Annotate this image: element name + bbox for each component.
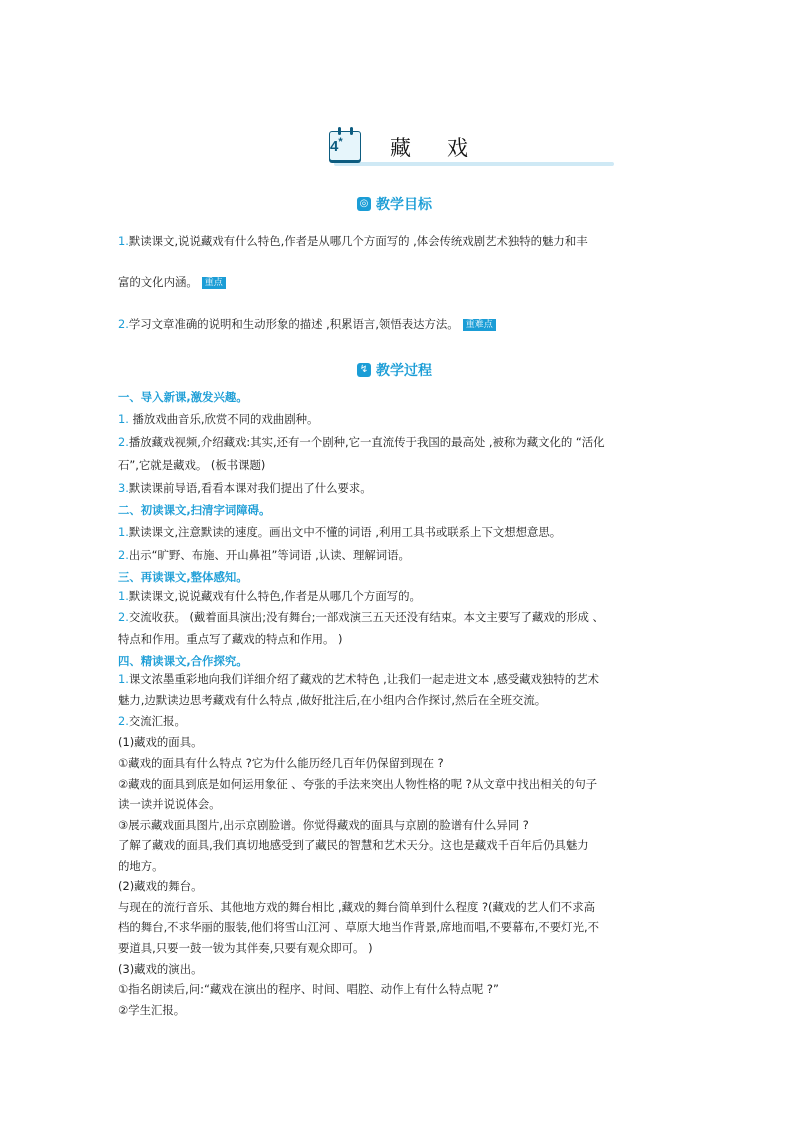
step-4-line-9: 了解了藏戏的面具,我们真切地感受到了藏民的智慧和艺术天分。这也是藏戏千百年后仍具魅力	[118, 838, 589, 852]
step-4-line-10: 的地方。	[118, 859, 164, 873]
title-underline	[334, 162, 614, 166]
goal-1-number: 1.	[118, 234, 129, 248]
step-1-line-1: 1. 播放戏曲音乐,欣赏不同的戏曲剧种。	[118, 412, 319, 426]
step-1-line-3: 石”,它就是藏戏。 (板书课题)	[118, 458, 266, 472]
lesson-title-block	[322, 126, 622, 172]
step-2-line-1: 1.默读课文,注意默读的速度。画出文中不懂的词语 ,利用工具书或联系上下文想想意思。	[118, 525, 562, 539]
goal-item-2: 2.学习文章准确的说明和生动形象的描述 ,积累语言,领悟表达方法。 重难点	[118, 316, 496, 332]
goals-heading-text: 教学目标	[376, 197, 432, 213]
process-heading-text: 教学过程	[376, 363, 432, 379]
step-1-heading: 一、导入新课,激发兴趣。	[118, 390, 248, 404]
step-3-line-3: 特点和作用。重点写了藏戏的特点和作用。 )	[118, 632, 343, 646]
goals-heading	[357, 194, 432, 214]
step-4-line-5: ①藏戏的面具有什么特点 ?它为什么能历经几百年仍保留到现在 ?	[118, 756, 444, 770]
step-4-line-15: (3)藏戏的演出。	[118, 962, 203, 976]
step-4-line-17: ②学生汇报。	[118, 1003, 186, 1017]
step-3-heading: 三、再读课文,整体感知。	[118, 570, 248, 584]
step-1-line-4: 3.默读课前导语,看看本课对我们提出了什么要求。	[118, 481, 372, 495]
step-3-line-1: 1.默读课文,说说藏戏有什么特色,作者是从哪几个方面写的。	[118, 589, 421, 603]
step-4-heading: 四、精读课文,合作探究。	[118, 654, 248, 668]
process-heading	[357, 360, 432, 380]
step-4-line-2: 魅力,边默读边思考藏戏有什么特点 ,做好批注后,在小组内合作探讨,然后在全班交流。	[118, 693, 547, 707]
key-point-badge: 重点	[202, 277, 226, 289]
page-title: 藏戏	[390, 136, 504, 160]
step-4-line-14: 要道具,只要一鼓一钹为其伴奏,只要有观众即可。 )	[118, 941, 373, 955]
step-4-line-3: 2.交流汇报。	[118, 714, 186, 728]
step-4-line-7: 读一读并说说体会。	[118, 797, 221, 811]
step-4-line-16: ①指名朗读后,问:“藏戏在演出的程序、时间、唱腔、动作上有什么特点呢 ?”	[118, 982, 499, 996]
step-4-line-6: ②藏戏的面具到底是如何运用象征 、夸张的手法来突出人物性格的呢 ?从文章中找出相关的句子	[118, 777, 598, 791]
step-4-line-11: (2)藏戏的舞台。	[118, 879, 203, 893]
step-4-line-12: 与现在的流行音乐、其他地方戏的舞台相比 ,藏戏的舞台简单到什么程度 ?(藏戏的艺人们不求高	[118, 900, 595, 914]
step-4-line-13: 档的舞台,不求华丽的服装,他们将雪山江河 、草原大地当作背景,席地而唱,不要幕布,不要灯光,不	[118, 920, 599, 934]
step-4-line-8: ③展示藏戏面具图片,出示京剧脸谱。你觉得藏戏的面具与京剧的脸谱有什么异同 ?	[118, 818, 529, 832]
difficult-point-badge: 重难点	[463, 319, 496, 331]
goal-item-1-line1: 1.默读课文,说说藏戏有什么特色,作者是从哪几个方面写的 ,体会传统戏剧艺术独特的魅力和丰	[118, 234, 588, 248]
step-2-heading: 二、初读课文,扫清字词障碍。	[118, 503, 271, 517]
lesson-number: 4*	[330, 136, 343, 155]
goal-2-number: 2.	[118, 317, 129, 331]
step-3-line-2: 2.交流收获。 (戴着面具演出;没有舞台;一部戏演三五天还没有结束。本文主要写了藏戏的形成 、	[118, 610, 604, 624]
step-1-line-2: 2.播放藏戏视频,介绍藏戏:其实,还有一个剧种,它一直流传于我国的最高处 ,被称为藏文化的 “活化	[118, 435, 605, 449]
target-icon: ◎	[357, 197, 371, 211]
step-4-line-4: (1)藏戏的面具。	[118, 735, 203, 749]
step-2-line-2: 2.出示“旷野、布施、开山鼻祖”等词语 ,认读、理解词语。	[118, 548, 410, 562]
step-4-line-1: 1.课文浓墨重彩地向我们详细介绍了藏戏的艺术特色 ,让我们一起走进文本 ,感受藏戏独特的艺术	[118, 672, 599, 686]
process-icon: ↯	[357, 363, 371, 377]
goal-item-1-line2: 富的文化内涵。 重点	[118, 274, 226, 290]
